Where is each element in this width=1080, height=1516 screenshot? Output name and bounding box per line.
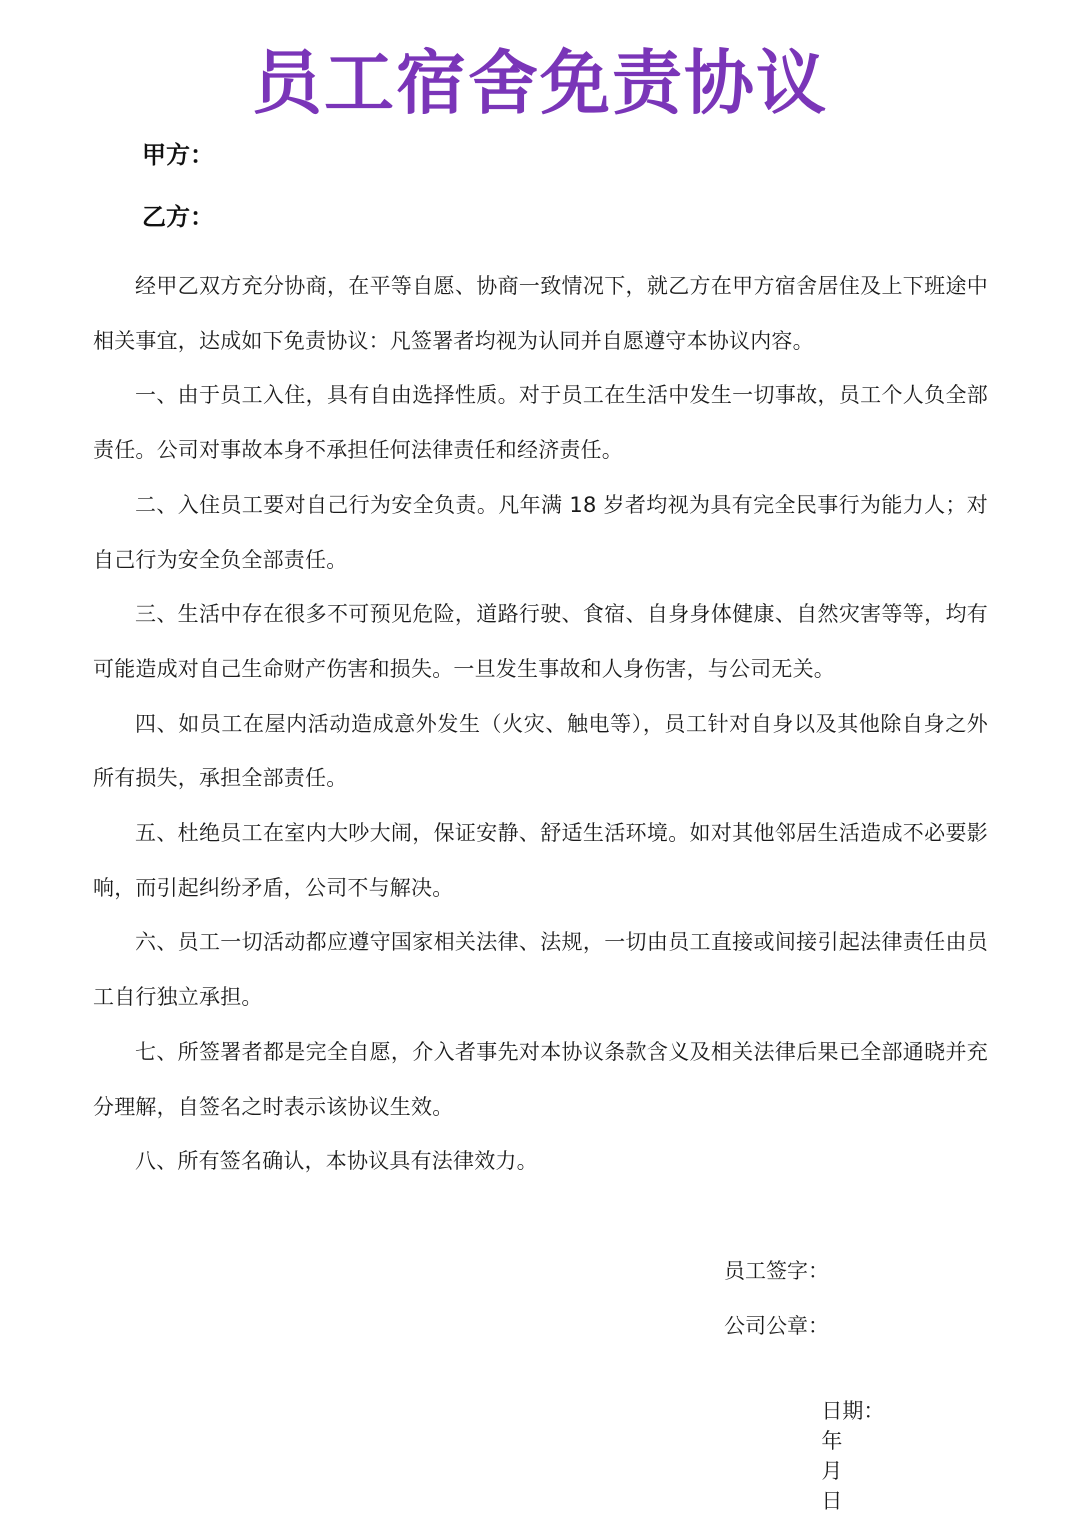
date-label: 日期： [821,1399,885,1423]
clause-5: 五、杜绝员工在室内大吵大闹，保证安静、舒适生活环境。如对其他邻居生活造成不必要影响，而引起纠纷矛盾，公司不与解决。 [93,821,988,900]
party-b-label: 乙方： [142,203,214,231]
clause-3: 三、生活中存在很多不可预见危险，道路行驶、食宿、自身身体健康、自然灾害等等，均有可能造成对自己生命财产伤害和损失。一旦发生事故和人身伤害，与公司无关。 [93,602,988,681]
clause-4: 四、如员工在屋内活动造成意外发生（火灾、触电等），员工针对自身以及其他除自身之外所有损失，承担全部责任。 [93,711,988,791]
company-seal-label: 公司公章： [724,1314,829,1338]
agreement-body [93,259,988,1189]
date-year-label: 年 [821,1429,843,1453]
document-title: 员工宿舍免责协议 [252,42,828,124]
clause-6: 六、员工一切活动都应遵守国家相关法律、法规，一切由员工直接或间接引起法律责任由员工自行独立承担。 [93,930,988,1010]
employee-signature-label: 员工签字： [724,1259,829,1283]
intro-paragraph: 经甲乙双方充分协商，在平等自愿、协商一致情况下，就乙方在甲方宿舍居住及上下班途中相关事宜，达成如下免责协议：凡签署者均视为认同并自愿遵守本协议内容。 [93,274,988,353]
date-month-label: 月 [821,1459,843,1483]
clause-7: 七、所签署者都是完全自愿，介入者事先对本协议条款含义及相关法律后果已全部通晓并充分理解，自签名之时表示该协议生效。 [93,1039,988,1119]
date-day-label: 日 [821,1489,843,1513]
clause-1: 一、由于员工入住，具有自由选择性质。对于员工在生活中发生一切事故，员工个人负全部责任。公司对事故本身不承担任何法律责任和经济责任。 [93,383,988,463]
date-line [808,1366,904,1516]
clause-2: 二、入住员工要对自己行为安全负责。凡年满 18 岁者均视为具有完全民事行为能力人；对自己行为安全负全部责任。 [93,492,988,572]
clause-8: 八、所有签名确认，本协议具有法律效力。 [135,1149,538,1174]
party-a-label: 甲方： [142,141,214,169]
